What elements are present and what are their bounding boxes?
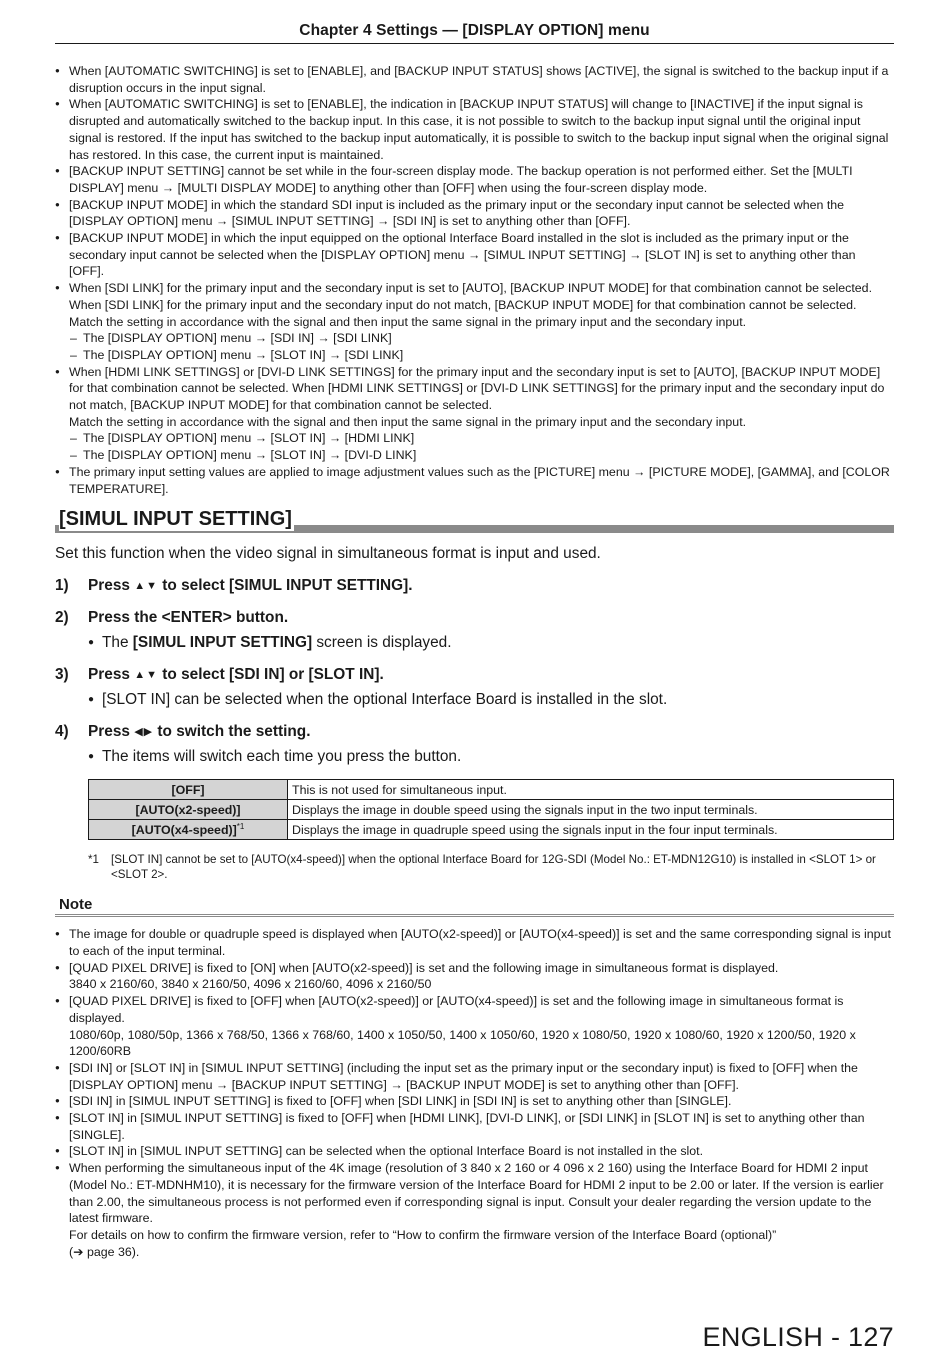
step-text: Press bbox=[88, 577, 135, 595]
list-item bbox=[55, 1143, 894, 1160]
option-name: [AUTO(x4-speed)]$^{*1}$ bbox=[89, 820, 288, 840]
detail-text: The bbox=[102, 634, 133, 652]
bullet-text: When [AUTOMATIC SWITCHING] is set to [ENABLE], and [BACKUP INPUT STATUS] shows [ACTIVE], the signal is switched to the backup input if a disruption occurs in the input signal. bbox=[69, 64, 889, 95]
bullet-text: [SLOT IN] in [SIMUL INPUT SETTING] can be selected when the optional Interface Board is not installed in the slot. bbox=[69, 1144, 704, 1159]
table-row bbox=[89, 780, 894, 800]
detail-bold-text: [SIMUL INPUT SETTING] bbox=[132, 634, 313, 652]
step-text: Press the <ENTER> button. bbox=[88, 609, 289, 627]
menu-path: – The [DISPLAY OPTION] menu → [SLOT IN] → [SDI LINK] bbox=[69, 347, 894, 364]
left-right-arrows-icon: ◀▶ bbox=[134, 726, 154, 739]
bullet-text: [SLOT IN] in [SIMUL INPUT SETTING] is fixed to [OFF] when [HDMI LINK], [DVI-D LINK], or [SDI LINK] in [SLOT IN] is set to anything other than [SINGLE]. bbox=[69, 1111, 865, 1142]
step-number: 1) bbox=[55, 577, 69, 595]
note-list bbox=[55, 926, 894, 1260]
footnote-ref: *1 bbox=[236, 822, 245, 832]
menu-path: – The [DISPLAY OPTION] menu → [SDI IN] → [SDI LINK] bbox=[69, 330, 894, 347]
bullet-text: The primary input setting values are applied to image adjustment values such as the [PICTURE] menu → [PICTURE MODE], [GAMMA], and [COLOR TEMPERATURE]. bbox=[69, 464, 890, 496]
options-table bbox=[88, 779, 894, 840]
option-description: This is not used for simultaneous input. bbox=[288, 780, 894, 800]
detail-text: screen is displayed. bbox=[312, 634, 452, 652]
step-2 bbox=[55, 608, 894, 628]
list-item bbox=[55, 96, 894, 163]
list-item bbox=[55, 364, 894, 464]
bullet-extra-text: 1080/60p, 1080/50p, 1366 x 768/50, 1366 x 768/60, 1400 x 1050/50, 1400 x 1050/60, 1920 x 1080/50, 1920 x 1080/60, 1920 x 1200/50, 1920 x 1200/60RB bbox=[69, 1027, 856, 1059]
bullet-text: [SDI IN] in [SIMUL INPUT SETTING] is fixed to [OFF] when [SDI LINK] in [SDI IN] is set to anything other than [SINGLE]. bbox=[69, 1094, 732, 1109]
bullet-text: [BACKUP INPUT MODE] in which the input equipped on the optional Interface Board installed in the slot is included as the primary input or the secondary input cannot be selected when the [DISPLAY OPTION] menu → [SIMUL INPUT SETTING] → [SLOT IN] is set to anything other than [OFF]. bbox=[69, 231, 856, 279]
bullet-text: [BACKUP INPUT SETTING] cannot be set while in the four-screen display mode. The backup operation is not performed either. Set the [MULTI DISPLAY] menu → [MULTI DISPLAY MODE] to anything other than [OFF] when using the four-screen display mode. bbox=[69, 164, 853, 195]
list-item bbox=[55, 1060, 894, 1093]
up-down-arrows-icon: ▲▼ bbox=[134, 580, 158, 593]
chapter-header: Chapter 4 Settings — [DISPLAY OPTION] menu bbox=[55, 22, 894, 44]
manual-page bbox=[55, 22, 894, 1260]
section-title: [SIMUL INPUT SETTING] bbox=[59, 508, 292, 531]
option-description: Displays the image in double speed using the signals input in the two input terminals. bbox=[288, 800, 894, 820]
list-item bbox=[55, 197, 894, 230]
list-item bbox=[55, 1093, 894, 1110]
list-item bbox=[55, 1160, 894, 1260]
step-text: to select [SDI IN] or [SLOT IN]. bbox=[158, 666, 384, 684]
menu-path: – The [DISPLAY OPTION] menu → [SLOT IN] → [DVI-D LINK] bbox=[69, 447, 894, 464]
step-number: 2) bbox=[55, 609, 69, 627]
list-item bbox=[55, 1110, 894, 1143]
bullet-extra-text: For details on how to confirm the firmware version, refer to “How to confirm the firmware version of the Interface Board (optional)” bbox=[69, 1227, 777, 1242]
up-down-arrows-icon: ▲▼ bbox=[134, 669, 158, 682]
list-item bbox=[55, 280, 894, 364]
bullet-text: [SDI IN] or [SLOT IN] in [SIMUL INPUT SETTING] (including the input set as the primary input or the secondary input) is fixed to [OFF] when the [DISPLAY OPTION] menu → [BACKUP INPUT SETTING] → [BACKUP INPUT MODE] is set to anything other than [OFF]. bbox=[69, 1060, 858, 1092]
bullet-text: The image for double or quadruple speed is displayed when [AUTO(x2-speed)] or [AUTO(x4-speed)] is set and the same corresponding signal is input to each of the input terminal. bbox=[69, 927, 891, 958]
step-text: to switch the setting. bbox=[153, 723, 311, 741]
option-name: [AUTO(x2-speed)] bbox=[89, 800, 288, 820]
list-item bbox=[55, 993, 894, 1060]
step-text: to select [SIMUL INPUT SETTING]. bbox=[158, 577, 413, 595]
step-1 bbox=[55, 576, 894, 596]
section-intro: Set this function when the video signal in simultaneous format is input and used. bbox=[55, 545, 601, 563]
note-heading: Note bbox=[55, 896, 894, 917]
step-text: Press bbox=[88, 666, 135, 684]
footnote bbox=[55, 852, 894, 882]
bullet-text: When [AUTOMATIC SWITCHING] is set to [ENABLE], the indication in [BACKUP INPUT STATUS] will change to [INACTIVE] if the input signal is disrupted and automatically switched to the backup input. In this case, it is not possible to switch to the backup input signal until the original input signal is restored. If the input has switched to the backup input automatically, it is possible to switch to the backup input signal when the original signal has restored. In this case, the current input is maintained. bbox=[69, 97, 889, 162]
bullet-extra-text: Match the setting in accordance with the signal and then input the same signal in the primary input and the secondary input. bbox=[69, 414, 747, 429]
step-4-detail: ● The items will switch each time you press the button. bbox=[55, 747, 894, 767]
step-2-detail bbox=[55, 633, 894, 653]
step-text: Press bbox=[88, 723, 135, 741]
page-number: ENGLISH - 127 bbox=[702, 1322, 894, 1352]
table-row bbox=[89, 800, 894, 820]
bullet-text: When [HDMI LINK SETTINGS] or [DVI-D LINK SETTINGS] for the primary input and the secondary input is set to [AUTO], [BACKUP INPUT MODE] for that combination cannot be selected. When [HDMI LINK SETTINGS] or [DVI-D LINK SETTINGS] for the primary input and the secondary input do not match, [BACKUP INPUT MODE] for that combination cannot be selected. bbox=[69, 364, 885, 413]
menu-path: – The [DISPLAY OPTION] menu → [SLOT IN] → [HDMI LINK] bbox=[69, 430, 894, 447]
bullet-text: [BACKUP INPUT MODE] in which the standard SDI input is included as the primary input or the secondary input cannot be selected when the [DISPLAY OPTION] menu → [SIMUL INPUT SETTING] → [SDI IN] is set to anything other than [OFF]. bbox=[69, 197, 845, 229]
step-number: 4) bbox=[55, 723, 69, 741]
list-item bbox=[55, 960, 894, 993]
bullet-text: [QUAD PIXEL DRIVE] is fixed to [OFF] when [AUTO(x2-speed)] or [AUTO(x4-speed)] is set and the following image in simultaneous format is displayed. bbox=[69, 994, 844, 1025]
list-item bbox=[55, 230, 894, 280]
list-item bbox=[55, 926, 894, 959]
section-heading bbox=[55, 507, 894, 533]
footnote-mark: *1 bbox=[88, 853, 99, 867]
bullet-extra-text: 3840 x 2160/60, 3840 x 2160/50, 4096 x 2160/60, 4096 x 2160/50 bbox=[69, 977, 432, 992]
step-4 bbox=[55, 722, 894, 742]
footnote-text: [SLOT IN] cannot be set to [AUTO(x4-speed)] when the optional Interface Board for 12G-SDI (Model No.: ET-MDN12G10) is installed in <SLOT 1> or <SLOT 2>. bbox=[111, 853, 876, 882]
step-3 bbox=[55, 665, 894, 685]
list-item bbox=[55, 63, 894, 96]
bullet-text: [QUAD PIXEL DRIVE] is fixed to [ON] when [AUTO(x2-speed)] is set and the following image in simultaneous format is displayed. bbox=[69, 960, 779, 975]
list-item bbox=[55, 163, 894, 196]
step-3-detail: ● [SLOT IN] can be selected when the optional Interface Board is installed in the slot. bbox=[55, 690, 894, 710]
bullet-extra-text: Match the setting in accordance with the signal and then input the same signal in the primary input and the secondary input. bbox=[69, 314, 747, 329]
backup-notes-list bbox=[55, 63, 894, 497]
option-description: Displays the image in quadruple speed using the signals input in the four input terminals. bbox=[288, 820, 894, 840]
page-reference-link[interactable]: (➔ page 36). bbox=[69, 1244, 140, 1259]
step-number: 3) bbox=[55, 666, 69, 684]
bullet-text: When [SDI LINK] for the primary input and the secondary input is set to [AUTO], [BACKUP INPUT MODE] for that combination cannot be selected. When [SDI LINK] for the primary input and the secondary input do not match, [BACKUP INPUT MODE] for that combination cannot be selected. bbox=[69, 281, 873, 312]
list-item bbox=[55, 464, 894, 497]
table-row bbox=[89, 820, 894, 840]
bullet-text: When performing the simultaneous input of the 4K image (resolution of 3 840 x 2 160 or 4 096 x 2 160) using the Interface Board for HDMI 2 input (Model No.: ET-MDNHM10), it is necessary for the firmware version of the Interface Board for HDMI 2 input to be 2.00 or later. If the version is earlier than 2.00, the simultaneous process is not performed even if corresponding signal is input. Consult your dealer regarding the version update to the latest firmware. bbox=[69, 1161, 884, 1226]
option-name: [OFF] bbox=[89, 780, 288, 800]
